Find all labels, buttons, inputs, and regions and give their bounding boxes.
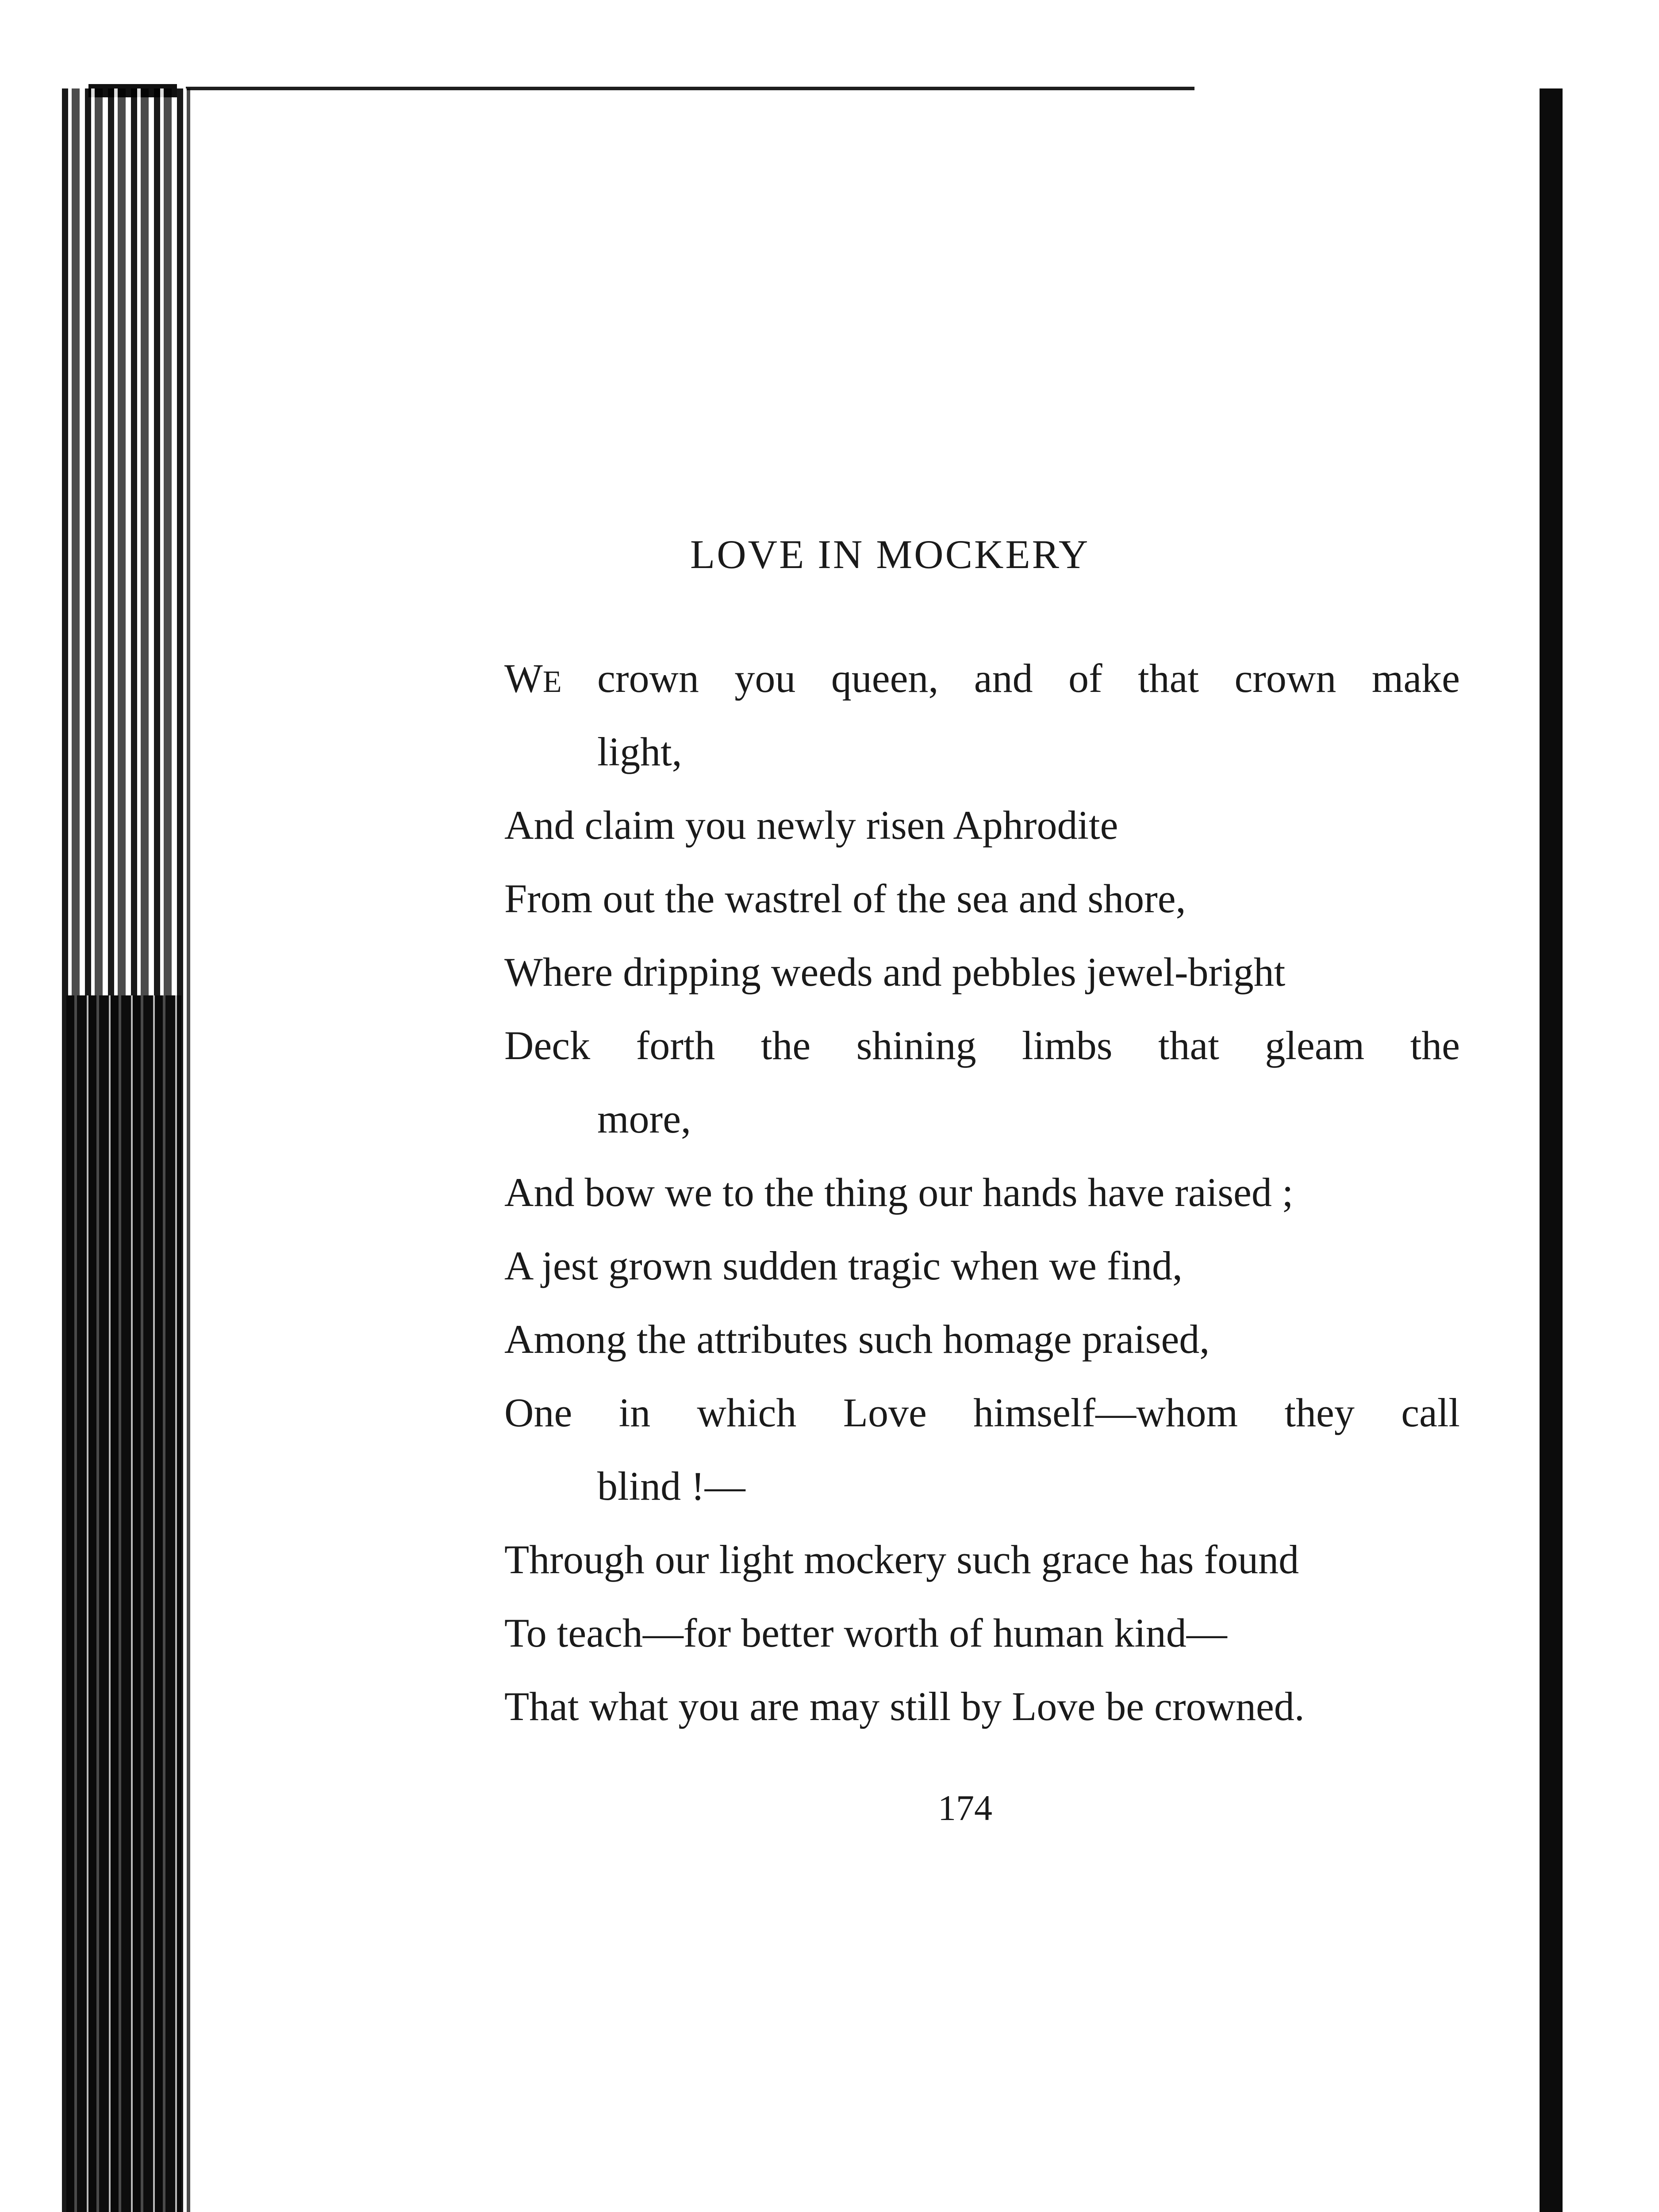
poem-line [504,641,1460,715]
poem-line: light, [597,729,682,774]
poem-line: To teach—for better worth of human kind— [504,1610,1227,1655]
poem-line: Deck forth the shining limbs that gleam the [504,1023,1460,1068]
poem-initial-letter: W [504,656,543,701]
page-title: LOVE IN MOCKERY [690,532,1090,577]
poem-line: Where dripping weeds and pebbles jewel-bright [504,949,1286,995]
poem-line: Among the attributes such homage praised, [504,1317,1210,1362]
poem-line: One in which Love himself—whom they call [504,1390,1460,1435]
poem-initial-smallcaps: E [542,665,562,699]
poem-line: more, [597,1096,691,1141]
poem-line: Through our light mockery such grace has found [504,1537,1299,1582]
page-number: 174 [938,1788,992,1828]
poem-first-line-text: crown you queen, and of that crown make [561,656,1460,701]
poem-line: From out the wastrel of the sea and shore, [504,876,1186,921]
page-edge-shadow-right [1540,88,1563,2212]
poem-line: And claim you newly risen Aphrodite [504,803,1118,848]
poem-line: A jest grown sudden tragic when we find, [504,1243,1183,1288]
top-rule [186,87,1194,90]
binding-shadow-left-lower [66,995,181,2212]
poem-line: And bow we to the thing our hands have raised ; [504,1170,1294,1215]
poem-body [504,641,1460,1743]
poem-line: blind !— [597,1463,745,1509]
poem-line: That what you are may still by Love be crowned. [504,1684,1305,1729]
